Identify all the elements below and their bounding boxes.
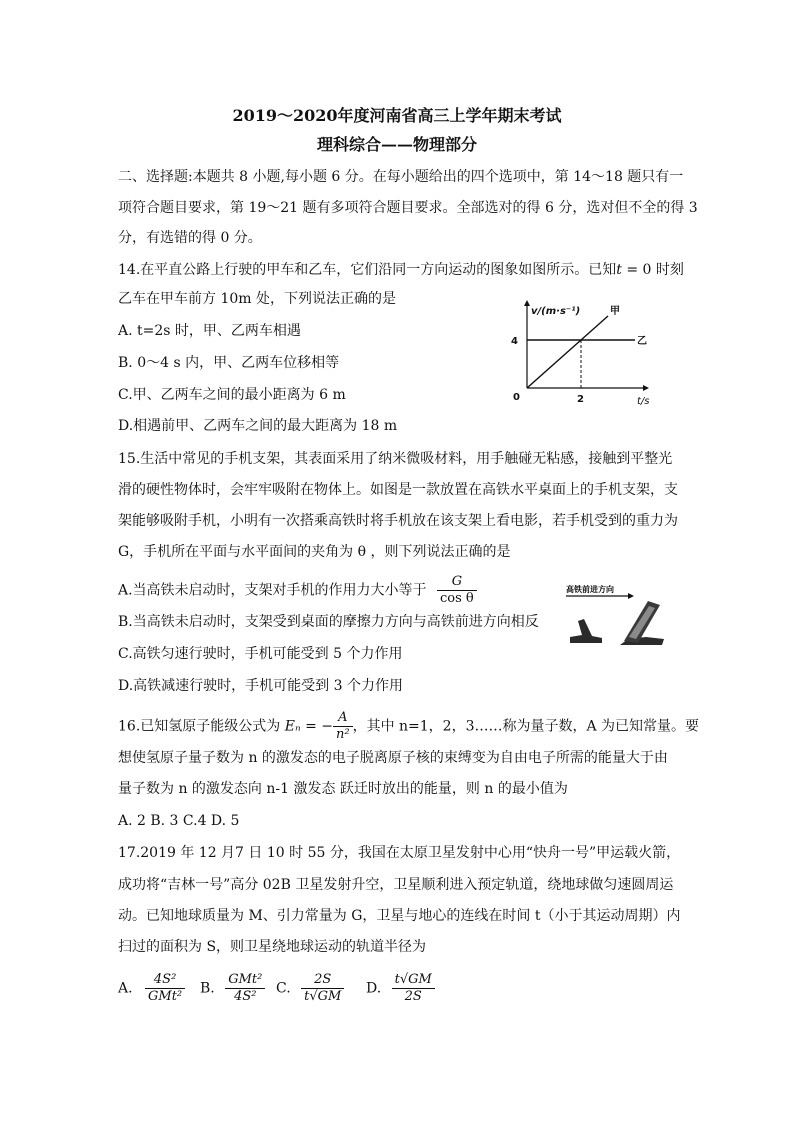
q14-option-a: A. t=2s 时，甲、乙两车相遇 (118, 323, 301, 339)
q17-option-c-denominator: t√GM (304, 989, 342, 1004)
q15-fraction-numerator: G (437, 574, 477, 591)
exam-subtitle: 理科综合——物理部分 (316, 135, 477, 154)
q17-option-b-denominator: 4S² (234, 989, 257, 1004)
q15-option-a-text: A.当高铁未启动时，支架对手机的作用力大小等于 (118, 582, 427, 599)
q14-time-var: t (616, 262, 622, 278)
q16-stem-line-3: 量子数为 n 的激发态向 n-1 激发态 跃迁时放出的能量，则 n 的最小值为 (118, 781, 568, 797)
q16-formula-fraction (333, 710, 353, 743)
q17-stem-line-2: 成功将“吉林一号”高分 02B 卫星发射升空，卫星顺利进入预定轨道，绕地球做匀速圆周运 (118, 877, 674, 893)
q17-option-a-fraction (145, 972, 185, 1005)
x-axis-label: t/s (637, 396, 650, 407)
q16-stem-text-b: ，其中 n=1，2，3……称为量子数，A 为已知常量。要 (352, 718, 700, 735)
train-direction-arrow-head (628, 593, 634, 599)
train-direction-label: 高铁前进方向 (566, 585, 614, 594)
q17-option-a (118, 972, 185, 1005)
q17-option-a-numerator: 4S² (145, 972, 185, 989)
q17-option-d (366, 972, 435, 1005)
q17-option-a-denominator: GMt² (148, 989, 183, 1004)
q17-option-b-label: B. (200, 980, 215, 997)
q17-option-c-numerator: 2S (301, 972, 344, 989)
x-axis-arrow (643, 385, 649, 391)
q16-formula-numerator: A (333, 710, 353, 727)
q15-stem-line-4: G，手机所在平面与水平面间的夹角为 θ ，则下列说法正确的是 (118, 544, 511, 560)
q17-option-d-numerator: t√GM (392, 972, 435, 989)
exam-title: 2019～2020年度河南省高三上学年期末考试 (232, 106, 562, 125)
q17-option-b-numerator: GMt² (225, 972, 265, 989)
q14-option-d: D.相遇前甲、乙两车之间的最大距离为 18 m (118, 418, 398, 434)
q17-stem-line-1: 17.2019 年 12 月7 日 10 时 55 分，我国在太原卫星发射中心用“快舟一号”甲运载火箭， (118, 845, 681, 861)
series-line-1 (527, 316, 608, 388)
phone-stand-figure (562, 581, 672, 651)
q17-stem-line-3: 动。已知地球质量为 M、引力常量为 G，卫星与地心的连线在时间 t（小于其运动周期）内 (118, 908, 681, 924)
y-axis-label: v/(m·s⁻¹) (531, 306, 581, 317)
q17-option-d-denominator: 2S (404, 989, 422, 1004)
q15-stem-line-3: 架能够吸附手机，小明有一次搭乘高铁时将手机放在该支架上看电影，若手机受到的重力为 (118, 513, 678, 529)
section-intro-line-1: 二、选择题:本题共 8 小题,每小题 6 分。在每小题给出的四个选项中，第 14～18 题只有一 (118, 169, 684, 185)
q16-stem-text-a: 16.已知氢原子能级公式为 (118, 718, 281, 735)
q16-stem-line-2: 想使氢原子量子数为 n 的激发态的电子脱离原子核的束缚变为自由电子所需的能量大于由 (118, 750, 668, 766)
q14-stem-text-b: = 0 时刻 (621, 262, 684, 278)
q14-stem-text-a: 14.在平直公路上行驶的甲车和乙车，它们沿同一方向运动的图象如图所示。已知 (118, 262, 617, 278)
q17-stem-line-4: 扫过的面积为 S，则卫星绕地球运动的轨道半径为 (118, 939, 427, 955)
q17-option-c-label: C. (276, 980, 291, 997)
q17-option-c-fraction (301, 972, 344, 1005)
y-axis-arrow (524, 300, 530, 306)
q17-option-b-fraction (225, 972, 265, 1005)
q15-option-a (118, 574, 477, 607)
q15-fraction-denominator: cos θ (440, 591, 474, 606)
q15-option-c: C.高铁匀速行驶时，手机可能受到 5 个力作用 (118, 646, 403, 662)
q15-option-a-fraction (437, 574, 477, 607)
x-tick-label: 2 (577, 394, 584, 405)
q15-stem-line-2: 滑的硬性物体时，会牢牢吸附在物体上。如图是一款放置在高铁水平桌面上的手机支架，支 (118, 482, 678, 498)
origin-label: 0 (513, 392, 520, 403)
q15-stem-line-1: 15.生活中常见的手机支架，其表面采用了纳米微吸材料，用手触碰无粘感，接触到平整光 (118, 451, 673, 467)
theta-label: θ (572, 627, 578, 637)
q17-option-d-label: D. (366, 980, 382, 997)
q16-stem-line-1 (118, 710, 699, 743)
q14-option-c: C.甲、乙两车之间的最小距离为 6 m (118, 387, 346, 403)
series-label-1: 甲 (610, 306, 620, 317)
q16-options: A. 2 B. 3 C.4 D. 5 (118, 813, 240, 829)
q14-stem-line-2: 乙车在甲车前方 10m 处，下列说法正确的是 (118, 291, 396, 307)
q17-option-b (200, 972, 265, 1005)
section-intro-line-2: 项符合题目要求，第 19～21 题有多项符合题目要求。全部选对的得 6 分，选对但不全的得 3 (118, 200, 698, 216)
velocity-time-chart (505, 300, 655, 410)
q14-option-b: B. 0～4 s 内，甲、乙两车位移相等 (118, 355, 340, 371)
q17-option-a-label: A. (118, 980, 133, 997)
section-intro-line-3: 分，有选错的得 0 分。 (118, 230, 262, 246)
y-tick-label: 4 (511, 336, 518, 347)
q14-stem-line-1 (118, 261, 684, 279)
q15-option-d: D.高铁减速行驶时，手机可能受到 3 个力作用 (118, 678, 403, 694)
q16-formula-lhs: Eₙ = − (284, 718, 333, 735)
q15-option-b: B.当高铁未启动时，支架受到桌面的摩擦力方向与高铁前进方向相反 (118, 614, 539, 630)
q17-option-d-fraction (392, 972, 435, 1005)
q17-option-c (276, 972, 344, 1005)
q16-formula-denominator: n² (335, 727, 350, 742)
series-label-2: 乙 (637, 336, 647, 347)
